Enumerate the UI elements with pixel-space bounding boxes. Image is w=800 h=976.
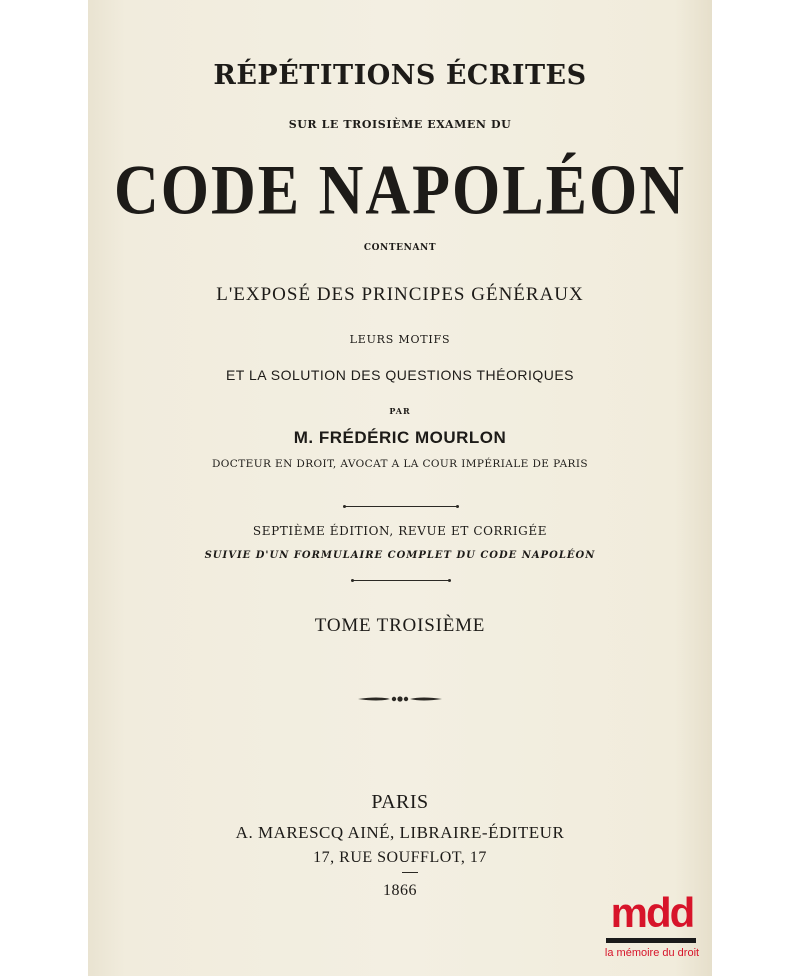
imprint-year: 1866	[383, 882, 417, 899]
imprint-address: 17, RUE SOUFFLOT, 17	[313, 849, 487, 866]
contenant-label: CONTENANT	[363, 243, 437, 253]
volume-label: TOME TROISIÈME	[314, 615, 486, 636]
logo-tagline: la mémoire du droit	[604, 947, 700, 959]
motifs-line: LEURS MOTIFS	[349, 333, 451, 346]
author-name: M. FRÉDÉRIC MOURLON	[293, 428, 507, 447]
mdd-logo	[600, 889, 704, 968]
main-title-code-napoleon: CODE NAPOLÉON	[114, 151, 686, 230]
title-line-repetitions: RÉPÉTITIONS ÉCRITES	[213, 60, 587, 91]
author-credentials: DOCTEUR EN DROIT, AVOCAT A LA COUR IMPÉRIALE DE PARIS	[211, 458, 588, 470]
book-title-page	[88, 0, 712, 976]
logo-underline	[606, 938, 696, 943]
divider-bottom	[353, 580, 449, 581]
subtitle-examen: SUR LE TROISIÈME EXAMEN DU	[288, 118, 512, 131]
year-divider	[402, 872, 418, 873]
ornament-flourish-icon	[356, 694, 444, 704]
edition-line: SEPTIÈME ÉDITION, REVUE ET CORRIGÉE	[252, 524, 548, 538]
divider-top	[345, 506, 457, 507]
solution-line: ET LA SOLUTION DES QUESTIONS THÉORIQUES	[225, 367, 575, 383]
logo-mark: mdd	[610, 889, 694, 936]
expose-line: L'EXPOSÉ DES PRINCIPES GÉNÉRAUX	[216, 284, 584, 305]
supplement-line: SUIVIE D'UN FORMULAIRE COMPLET DU CODE NAPOLÉON	[204, 550, 596, 561]
imprint-city: PARIS	[371, 791, 429, 813]
imprint-publisher: A. MARESCQ AINÉ, LIBRAIRE-ÉDITEUR	[235, 823, 565, 842]
par-label: PAR	[389, 406, 411, 416]
